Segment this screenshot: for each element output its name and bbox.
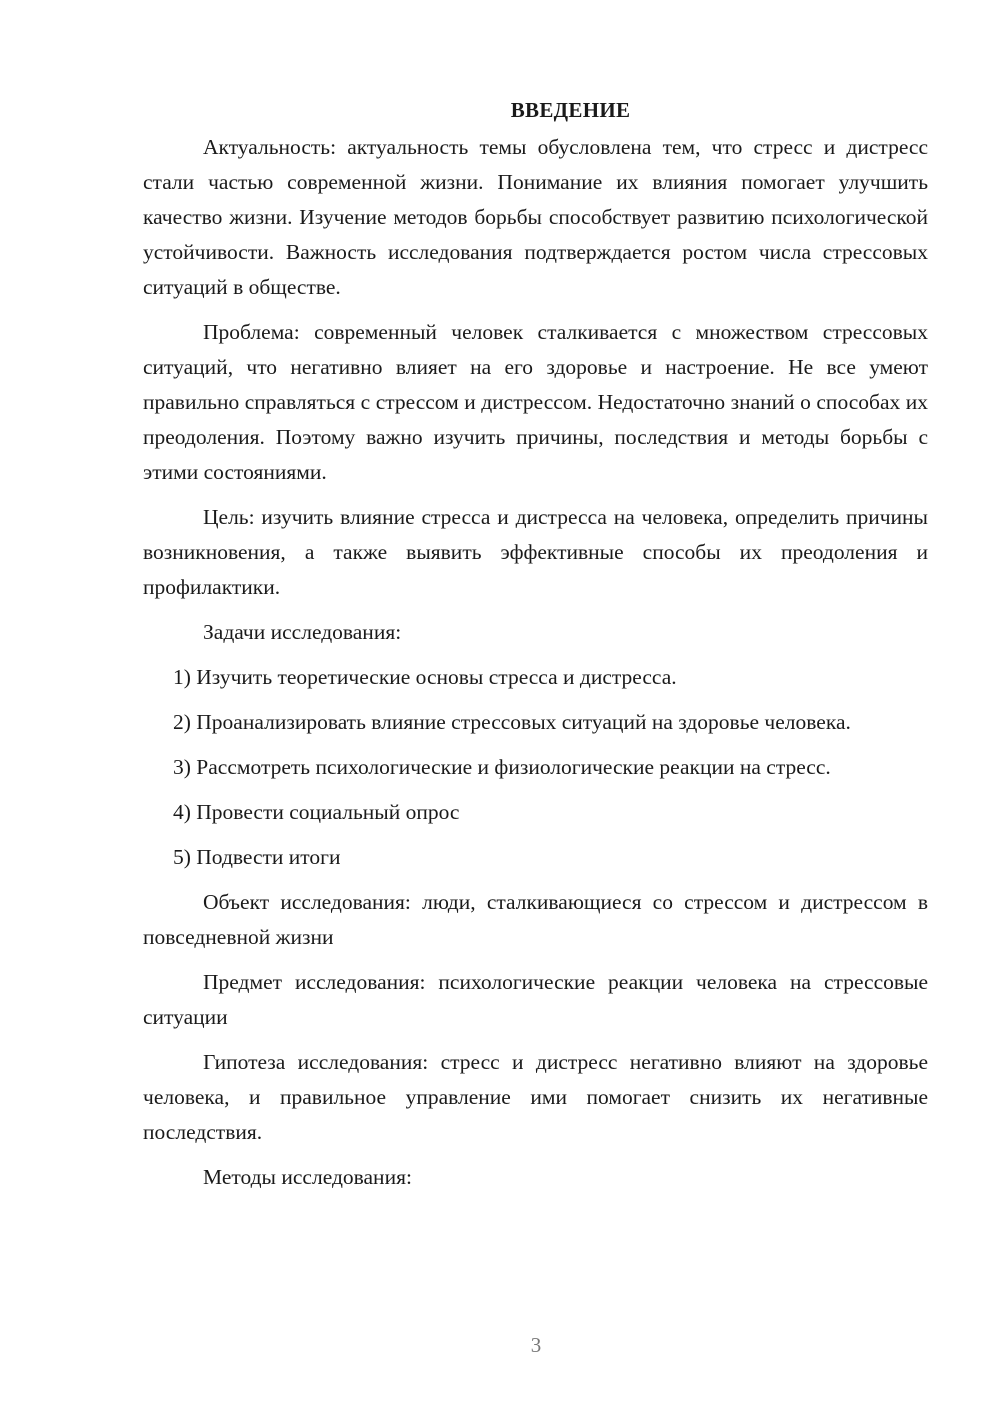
paragraph-methods-title: Методы исследования:: [203, 1165, 412, 1189]
page-number: 3: [530, 1333, 542, 1357]
task-item-2: 2) Проанализировать влияние стрессовых ситуаций на здоровье человека.: [173, 710, 851, 734]
task-item-3: 3) Рассмотреть психологические и физиологические реакции на стресс.: [173, 755, 831, 779]
document-page: [143, 92, 928, 1205]
paragraph-relevance: Актуальность: актуальность темы обусловлена тем, что стресс и дистресс стали частью современной жизни. Понимание их влияния помогает улучшить качество жизни. Изучение методов борьбы способствует развитию психологической устойчивости. Важность исследования подтверждается ростом числа стрессовых ситуаций в обществе.: [143, 135, 928, 299]
section-heading: ВВЕДЕНИЕ: [510, 98, 631, 122]
task-item-4: 4) Провести социальный опрос: [173, 800, 460, 824]
paragraph-hypothesis: Гипотеза исследования: стресс и дистресс негативно влияют на здоровье человека, и правильное управление ими помогает снизить их негативные последствия.: [143, 1050, 928, 1144]
task-item-5: 5) Подвести итоги: [173, 845, 341, 869]
paragraph-tasks-title: Задачи исследования:: [203, 620, 402, 644]
paragraph-problem: Проблема: современный человек сталкивается с множеством стрессовых ситуаций, что негативно влияет на его здоровье и настроение. Не все умеют правильно справляться с стрессом и дистрессом. Недостаточно знаний о способах их преодоления. Поэтому важно изучить причины, последствия и методы борьбы с этими состояниями.: [143, 320, 928, 484]
paragraph-goal: Цель: изучить влияние стресса и дистресса на человека, определить причины возникновения, а также выявить эффективные способы их преодоления и профилактики.: [143, 505, 928, 599]
task-item-1: 1) Изучить теоретические основы стресса и дистресса.: [173, 665, 677, 689]
paragraph-subject: Предмет исследования: психологические реакции человека на стрессовые ситуации: [143, 970, 928, 1029]
paragraph-object: Объект исследования: люди, сталкивающиеся со стрессом и дистрессом в повседневной жизни: [143, 890, 928, 949]
